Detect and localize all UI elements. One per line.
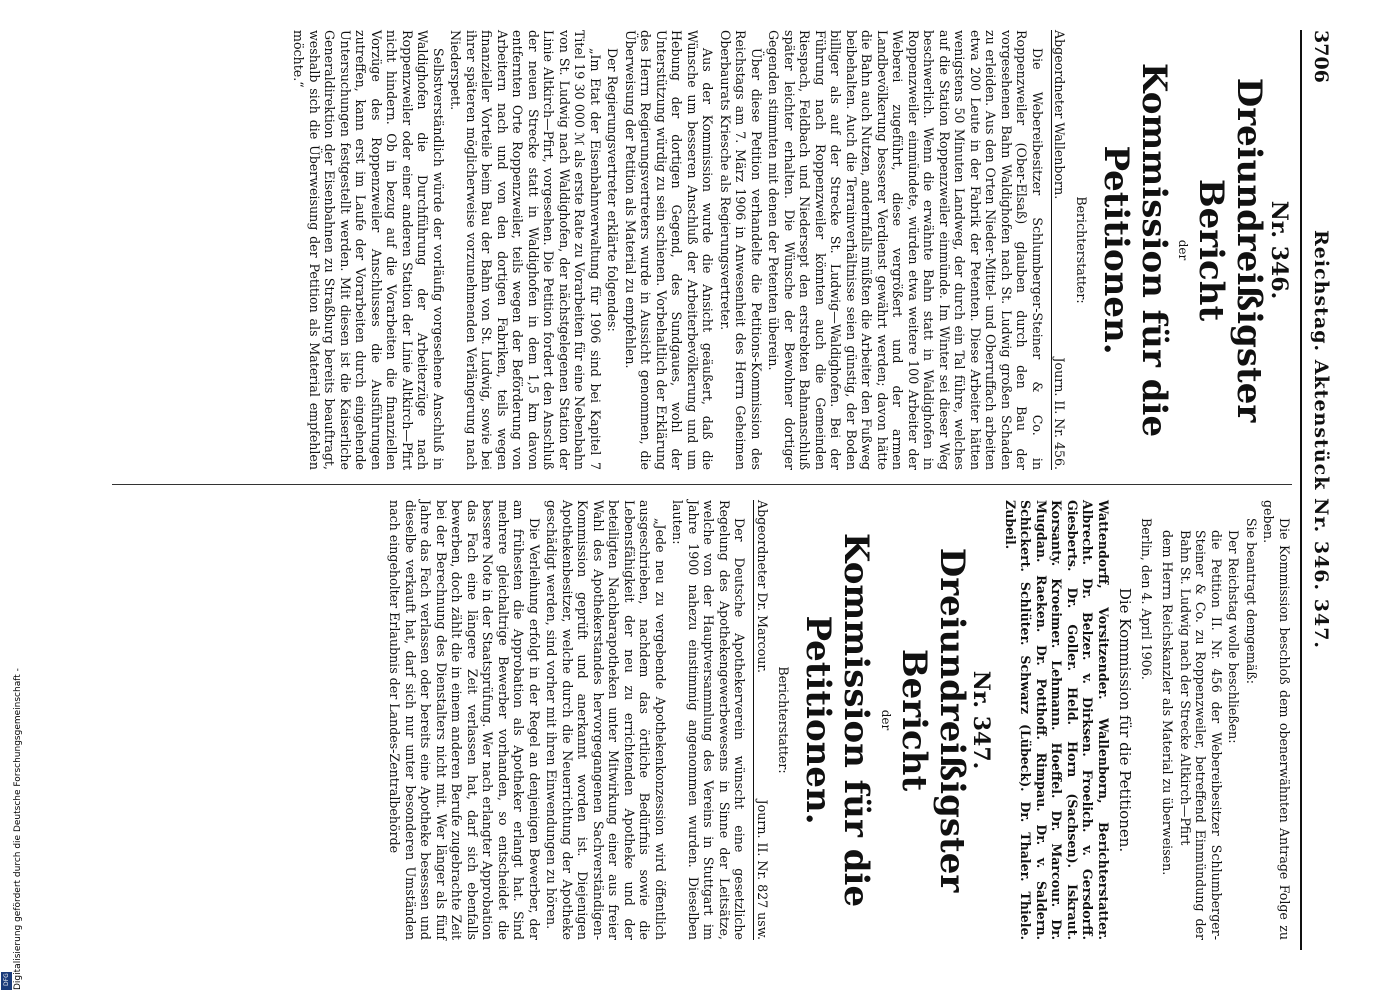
report-347-reporter-label: Berichterstatter: — [776, 666, 792, 774]
header-rule — [1300, 30, 1302, 950]
report-346-der: der — [1176, 239, 1191, 261]
paragraph: Aus der Kommission wurde die Ansicht geäußert, daß die Wünsche um besseren Anschluß der Arbeiterbevölkerung und um Hebung der dortigen Gegend, des Sundgaues, wohl der Unterstützung würdig zu sein schienen. Vorbehaltlich der Erklärung des Herrn Regierungsvertreters wurde in Aussicht genommen, die Überweisung der Petition als Material zu empfehlen. — [623, 30, 716, 470]
motion-line: die Petition II. Nr. 456 der Webereibesitzer Schlumberger-Steiner & Co. zu Roppenzweiler, betreffend Einmündung der Bahn St. Ludwig nach der Strecke Altkirch—Pfirt — [1178, 530, 1224, 940]
motion-line: Der Reichstag wolle beschließen: — [1226, 530, 1242, 744]
report-347-subtitle: Kommission für die Petitionen. — [798, 532, 877, 908]
report-347-der: der — [879, 709, 893, 731]
left-column — [289, 30, 1292, 470]
paragraph: Der Deutsche Apothekerverein wünscht eine gesetzliche Regelung des Apothekengewerbewesens in Sinne der Leitsätze, welche von der Hauptversammlung des Vereins in Stuttgart im Jahre 1900 nahezu einstimmig angenommen wurden. Dieselben lauten: — [670, 500, 748, 940]
report-346-subtitle: Kommission für die Petitionen. — [1096, 62, 1174, 438]
report-347-title: Dreiundreißigster Bericht — [894, 547, 972, 893]
report-347-body — [387, 500, 748, 940]
report-347-journal: Journ. II. Nr. 827 usw. — [755, 799, 770, 940]
commission-signature: Die Kommission für die Petitionen. — [1116, 587, 1135, 853]
report-346-body — [291, 30, 1045, 470]
place-date: Berlin, den 4. April 1906. — [1139, 518, 1154, 680]
digitization-credit-text: Digitalisierung gefördert durch die Deutsche Forschungsgemeinschaft - — [13, 668, 23, 990]
paragraph: „Jede neu zu vergebende Apothekenkonzession wird öffentlich ausgeschrieben, nachdem das örtliche Bedürfnis sowie die Lebensfähigkeit der neu zu errichtenden Apotheke und der beteiligten Nachbarapotheken unter Mitwirkung einer aus freier Wahl des Apothekerstandes hervorgegangenen Sachverständigen-Kommission geprüft und anerkannt worden ist. Diejenigen Apothekenbesitzer, welche durch die Neuerrichtung der Apotheke geschädigt werden, sind vorher mit ihren Einwendungen zu hören. — [544, 500, 668, 940]
rotated-page-content — [112, 30, 1332, 950]
report-346-reporter-row — [1051, 30, 1068, 470]
report-347-number: Nr. 347. — [968, 670, 995, 770]
paragraph: Selbstverständlich würde der vorläufig vorgesehene Anschluß in Waldighofen die Durchführung der Arbeiterzüge nach Roppenzweiler oder einer anderen Station der Linie Altkirch—Pfirt nicht hindern. Ob in bezug auf die Vorarbeiten die finanziellen Vorzüge des Roppenzweiler Anschlusses die Ausführungen zutreffen, kann erst im Laufe der Vorarbeiten durch eingehende Untersuchungen festgestellt werden. Mit diesen ist die Kaiserliche Generaldirektion der Eisenbahnen zu Straßburg bereits beauftragt, weshalb sich die Überweisung der Petition als Material empfehlen möchte.“ — [291, 30, 446, 470]
paragraph: Die Webereibesitzer Schlumberger-Steiner & Co. in Roppenzweiler (Ober-Elsaß) glauben durch den Bau der vorgesehenen Bahn Waldighofen nach St. Ludwig großen Schaden zu erleiden. Aus den Orten Nieder-Mittel- und Oberruffach arbeiten etwa 200 Leute in der Fabrik der Petenten. Diese Arbeiter hätten wenigstens 50 Minuten Landweg, der durch ein Tal führe, welches auf die Station Roppenzweiler einmünde. Im Winter sei dieser Weg beschwerlich. Wenn die erwähnte Bahn statt in Waldighofen in Roppenzweiler einmündete, würden etwa weitere 100 Arbeiter der Weberei zugeführt, diese vergrößert und der armen Landbevölkerung besserer Verdienst gewährt werden; davon hätte die Bahn auch Nutzen, andernfalls müßten die Arbeiter den Fußweg beibehalten. Auch die Terrainverhältnisse seien günstig, der Boden billiger als auf der Strecke St. Ludwig—Waldighofen. Bei der Führung nach Roppenzweiler könnten auch die Gemeinden Riespach, Feldbach und Niedersept den erstrebten Bahnanschluß später leichter erhalten. Die Wünsche der Bewohner dortiger Gegenden stimmten mit denen der Petenten überein. — [766, 30, 1045, 470]
dfg-logo — [1, 972, 12, 990]
report-346-journal: Journ. II. Nr. 456. — [1052, 357, 1068, 470]
commission-members: Wattendorff, Vorsitzender. Wallenborn, Berichterstatter. Albrecht. Dr. Belzer. v. Dirksen. Froelich. v. Gersdorff. Giesberts. Dr. Goller. Held. Horn (Sachsen). Iskraut. Korsanty. Kroeimer. Lehmann. Hoeffel. Dr. Marcour. Dr. Mugdan. Raeken. Dr. Potthoff. Rimpau. Dr. v. Saldern. Schickert. Schlüter. Schwarz (Lübeck). Dr. Thaler. Thiele. Zubeil. — [1003, 500, 1111, 940]
decision-intro: Die Kommission beschloß dem obenerwähnten Antrage Folge zu geben. — [1261, 500, 1292, 940]
paragraph: Die Verleihung erfolgt in der Regel an denjenigen Bewerber, der am frühesten die Approbation als Apotheker erlangt hat. Sind mehrere gleichaltrige Bewerber vorhanden, so entscheidet die bessere Note in der Staatsprüfung. Wer nach erlangter Approbation das Fach eine längere Zeit verlassen hat, darf sich ebenfalls bewerben, doch zählt die in einem anderen Berufe zugebrachte Zeit bei der Berechnung des Dienstalters nicht mit. Wer länger als fünf Jahre das Fach verlassen oder bereits eine Apotheke besessen und dieselbe verkauft hat, darf sich nur unter besonderen Umständen nach eingeholter Erlaubnis der Landes-Zentralbehörde — [387, 500, 542, 940]
report-347-reporter-row — [754, 500, 771, 940]
motion-line: dem Herrn Reichskanzler als Material zu überweisen. — [1160, 530, 1176, 876]
report-346-number: Nr. 346. — [1266, 200, 1292, 300]
paragraph: „Im Etat der Eisenbahnverwaltung für 1906 sind bei Kapitel 7 Titel 19 30 000 ℳ als erste Rate zu Vorarbeiten für eine Nebenbahn von St. Ludwig nach Waldighofen, der nächstgelegenen Station der Linie Altkirch—Pfirt, vorgesehen. Die Petition fordert den Anschluß der neuen Strecke statt in Waldighofen in dem 1,5 km davon entfernten Orte Roppenzweiler, teils wegen der Beförderung von Arbeitern nach und von den dortigen Fabriken, teils wegen finanzieller Vorteile beim Bau der Bahn von St. Ludwig, sowie bei ihrer späteren möglicherweise vorzunehmenden Verlängerung nach Niederspett. — [448, 30, 603, 470]
digitization-credit — [0, 0, 23, 1000]
report-346-reporter-label: Berichterstatter: — [1074, 196, 1089, 304]
right-column — [385, 500, 1292, 940]
column-divider — [112, 484, 1292, 485]
report-346-reporter: Abgeordneter Wallenborn. — [1052, 30, 1068, 200]
page-header — [1306, 30, 1332, 950]
running-title: Reichstag. Aktenstück Nr. 346. 347. — [1310, 230, 1332, 650]
report-346-title: Dreiundreißigster Bericht — [1191, 77, 1270, 423]
paragraph: Der Regierungsvertreter erklärte folgendes: — [605, 48, 621, 332]
page-number: 3706 — [1310, 30, 1332, 83]
dfg-logo-text: DFG — [3, 973, 10, 986]
motion-label: Sie beantragt demgemäß: — [1244, 518, 1259, 685]
paragraph: Über diese Petition verhandelte die Petitions-Kommission des Reichstags am 7. März 1906 in Anwesenheit des Herrn Geheimen Oberbaurats Kriesche als Regierungsvertreter. — [718, 30, 764, 470]
report-347-reporter: Abgeordneter Dr. Marcour. — [755, 500, 770, 673]
